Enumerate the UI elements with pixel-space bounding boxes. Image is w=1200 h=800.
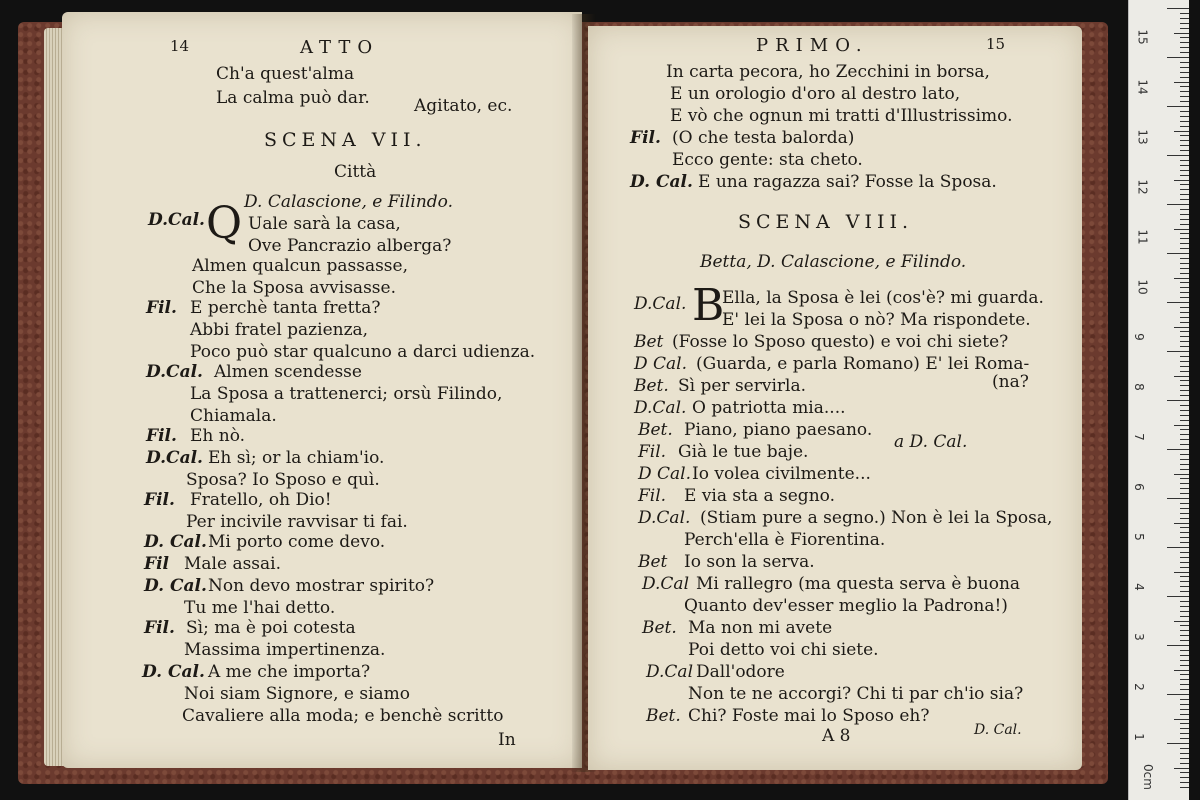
ruler-tick <box>1180 733 1189 734</box>
measuring-ruler <box>1128 0 1189 800</box>
ruler-tick <box>1180 101 1189 102</box>
ruler-tick <box>1180 390 1189 391</box>
ruler-tick <box>1180 738 1189 739</box>
ruler-tick <box>1180 140 1189 141</box>
ruler-tick <box>1180 552 1189 553</box>
speaker: Fil. <box>144 618 175 638</box>
ruler-tick <box>1180 52 1189 53</box>
ruler-tick <box>1180 601 1189 602</box>
scene-characters: Betta, D. Calascione, e Filindo. <box>700 252 967 272</box>
ruler-number: 3 <box>1131 633 1146 641</box>
ruler-tick <box>1180 753 1189 754</box>
dialogue-line: (O che testa balorda) <box>672 128 855 148</box>
ruler-tick <box>1180 150 1189 151</box>
ruler-tick <box>1180 503 1189 504</box>
ruler-tick <box>1180 72 1189 73</box>
dialogue-line: Mi porto come devo. <box>208 532 386 552</box>
ruler-tick <box>1180 346 1189 347</box>
dialogue-line: Tu me l'hai detto. <box>184 598 336 618</box>
ruler-tick <box>1167 596 1189 597</box>
ruler-number: 10 <box>1135 279 1150 295</box>
ruler-tick <box>1180 331 1189 332</box>
dialogue-line: Cavaliere alla moda; e benchè scritto <box>182 706 504 726</box>
ruler-tick <box>1167 694 1189 695</box>
ruler-tick <box>1180 62 1189 63</box>
speaker: D Cal. <box>638 464 692 484</box>
ruler-number: 2 <box>1131 683 1146 691</box>
ruler-tick <box>1180 616 1189 617</box>
speaker: Bet <box>634 332 664 352</box>
page-number: 14 <box>170 37 190 55</box>
ruler-tick <box>1180 160 1189 161</box>
dialogue-line: Noi siam Signore, e siamo <box>184 684 411 704</box>
ruler-tick <box>1167 106 1189 107</box>
drop-cap: Q <box>206 198 243 249</box>
dialogue-line: Massima impertinenza. <box>184 640 386 660</box>
dialogue-line: Non te ne accorgi? Chi ti par ch'io sia? <box>688 684 1024 704</box>
ruler-tick <box>1180 282 1189 283</box>
speaker: Bet. <box>634 376 669 396</box>
ruler-tick <box>1180 518 1189 519</box>
ruler-tick <box>1180 322 1189 323</box>
ruler-tick <box>1180 233 1189 234</box>
ruler-tick <box>1180 459 1189 460</box>
dialogue-line: (Fosse lo Sposo questo) e voi chi siete? <box>672 332 1009 352</box>
ruler-tick <box>1180 184 1189 185</box>
ruler-tick <box>1180 611 1189 612</box>
ruler-tick <box>1180 67 1189 68</box>
ruler-tick <box>1180 699 1189 700</box>
text-line: In carta pecora, ho Zecchini in borsa, <box>666 62 990 82</box>
dialogue-line: E perchè tanta fretta? <box>190 298 381 318</box>
ruler-tick <box>1180 214 1189 215</box>
left-page <box>62 12 582 768</box>
ruler-tick <box>1180 650 1189 651</box>
ruler-tick <box>1174 474 1189 475</box>
dialogue-line: E una ragazza sai? Fosse la Sposa. <box>698 172 997 192</box>
ruler-tick <box>1180 297 1189 298</box>
catchword: In <box>498 730 516 750</box>
ruler-number: 12 <box>1135 179 1150 195</box>
ruler-tick <box>1180 356 1189 357</box>
ruler-tick <box>1174 33 1189 34</box>
ruler-tick <box>1174 229 1189 230</box>
ruler-tick <box>1180 47 1189 48</box>
ruler-tick <box>1180 606 1189 607</box>
ruler-tick <box>1180 478 1189 479</box>
ruler-tick <box>1180 292 1189 293</box>
dialogue-line: Almen scendesse <box>214 362 362 382</box>
text-line: Agitato, ec. <box>414 96 513 116</box>
ruler-tick <box>1180 248 1189 249</box>
ruler-number: 11 <box>1135 229 1150 245</box>
dialogue-line: (Guarda, e parla Romano) E' lei Roma- <box>696 354 1030 374</box>
ruler-tick <box>1180 243 1189 244</box>
ruler-tick <box>1174 278 1189 279</box>
ruler-tick <box>1180 13 1189 14</box>
ruler-tick <box>1180 165 1189 166</box>
dialogue-line: Almen qualcun passasse, <box>192 256 408 276</box>
dialogue-line: (na? <box>992 372 1029 392</box>
speaker: D.Cal. <box>146 448 203 468</box>
speaker: Bet <box>638 552 668 572</box>
speaker: Bet. <box>638 420 673 440</box>
ruler-tick <box>1180 380 1189 381</box>
ruler-tick <box>1167 498 1189 499</box>
ruler-tick <box>1180 194 1189 195</box>
dialogue-line: Chi? Foste mai lo Sposo eh? <box>688 706 930 726</box>
ruler-tick <box>1180 415 1189 416</box>
dialogue-line: A me che importa? <box>208 662 371 682</box>
ruler-tick <box>1174 523 1189 524</box>
speaker: D.Cal. <box>148 210 205 230</box>
ruler-tick <box>1180 787 1189 788</box>
dialogue-line: Chiamala. <box>190 406 277 426</box>
ruler-tick <box>1180 562 1189 563</box>
dialogue-line: Fratello, oh Dio! <box>190 490 332 510</box>
ruler-tick <box>1167 351 1189 352</box>
ruler-tick <box>1180 145 1189 146</box>
dialogue-line: Eh nò. <box>190 426 246 446</box>
ruler-number: 0cm <box>1140 764 1155 790</box>
ruler-tick <box>1174 621 1189 622</box>
speaker: D.Cal. <box>634 398 687 418</box>
ruler-number: 1 <box>1131 733 1146 741</box>
ruler-tick <box>1180 660 1189 661</box>
ruler-tick <box>1180 170 1189 171</box>
ruler-tick <box>1180 77 1189 78</box>
scene-title: SCENA VII. <box>264 129 427 151</box>
speaker: Fil. <box>146 426 177 446</box>
text-line: Ch'a quest'alma <box>216 64 355 84</box>
speaker: D.Cal. <box>146 362 203 382</box>
ruler-tick <box>1180 772 1189 773</box>
ruler-tick <box>1180 444 1189 445</box>
dialogue-line: Abbi fratel pazienza, <box>190 320 369 340</box>
ruler-tick <box>1180 493 1189 494</box>
scene-location: Città <box>334 162 377 182</box>
ruler-number: 6 <box>1131 483 1146 491</box>
ruler-tick <box>1167 253 1189 254</box>
dialogue-line: Perch'ella è Fiorentina. <box>684 530 886 550</box>
dialogue-line: Mi rallegro (ma questa serva è buona <box>696 574 1021 594</box>
ruler-tick <box>1180 684 1189 685</box>
speaker: D.Cal <box>646 662 694 682</box>
ruler-tick <box>1174 327 1189 328</box>
ruler-tick <box>1180 268 1189 269</box>
ruler-tick <box>1180 513 1189 514</box>
dialogue-line: (Stiam pure a segno.) Non è lei la Sposa, <box>700 508 1053 528</box>
ruler-tick <box>1174 180 1189 181</box>
dialogue-line: Ma non mi avete <box>688 618 833 638</box>
ruler-tick <box>1180 689 1189 690</box>
ruler-tick <box>1180 366 1189 367</box>
dialogue-line: Non devo mostrar spirito? <box>208 576 435 596</box>
dialogue-line: Già le tue baje. <box>678 442 809 462</box>
dialogue-line: Eh sì; or la chiam'io. <box>208 448 385 468</box>
dialogue-line: E via sta a segno. <box>684 486 835 506</box>
stage-direction: a D. Cal. <box>894 432 968 452</box>
ruler-tick <box>1167 400 1189 401</box>
speaker: D. Cal. <box>630 172 693 192</box>
speaker: Fil. <box>630 128 661 148</box>
dialogue-line: Sì; ma è poi cotesta <box>186 618 356 638</box>
ruler-tick <box>1180 665 1189 666</box>
ruler-tick <box>1180 464 1189 465</box>
ruler-tick <box>1167 302 1189 303</box>
ruler-tick <box>1180 704 1189 705</box>
ruler-tick <box>1180 557 1189 558</box>
ruler-tick <box>1180 567 1189 568</box>
ruler-tick <box>1180 135 1189 136</box>
ruler-tick <box>1167 204 1189 205</box>
ruler-tick <box>1167 743 1189 744</box>
text-line: E vò che ognun mi tratti d'Illustrissimo. <box>670 106 1013 126</box>
ruler-tick <box>1180 640 1189 641</box>
dialogue-line: Io volea civilmente... <box>692 464 871 484</box>
ruler-number: 14 <box>1135 79 1150 95</box>
speaker: Fil. <box>144 490 175 510</box>
ruler-tick <box>1180 434 1189 435</box>
ruler-number: 7 <box>1131 433 1146 441</box>
scene-title: SCENA VIII. <box>738 211 914 233</box>
ruler-tick <box>1180 175 1189 176</box>
ruler-tick <box>1180 189 1189 190</box>
ruler-tick <box>1180 635 1189 636</box>
ruler-tick <box>1180 576 1189 577</box>
dialogue-line: O patriotta mia.... <box>692 398 846 418</box>
ruler-tick <box>1180 395 1189 396</box>
ruler-tick <box>1180 630 1189 631</box>
ruler-tick <box>1180 591 1189 592</box>
ruler-tick <box>1180 488 1189 489</box>
ruler-tick <box>1180 532 1189 533</box>
speaker: D. Cal. <box>144 576 207 596</box>
ruler-tick <box>1180 674 1189 675</box>
ruler-tick <box>1180 429 1189 430</box>
ruler-tick <box>1180 307 1189 308</box>
ruler-tick <box>1180 96 1189 97</box>
ruler-tick <box>1180 238 1189 239</box>
speaker: Bet. <box>642 618 677 638</box>
ruler-number: 4 <box>1131 583 1146 591</box>
speaker: Fil <box>144 554 169 574</box>
ruler-tick <box>1180 586 1189 587</box>
signature-mark: A 8 <box>822 726 851 746</box>
ruler-tick <box>1180 199 1189 200</box>
ruler-tick <box>1174 768 1189 769</box>
dialogue-line: Male assai. <box>184 554 282 574</box>
ruler-tick <box>1180 410 1189 411</box>
ruler-tick <box>1180 655 1189 656</box>
dialogue-line: Piano, piano paesano. <box>684 420 873 440</box>
ruler-tick <box>1180 341 1189 342</box>
ruler-tick <box>1180 336 1189 337</box>
ruler-tick <box>1180 126 1189 127</box>
ruler-number: 13 <box>1135 129 1150 145</box>
scene-characters: D. Calascione, e Filindo. <box>244 192 454 212</box>
ruler-tick <box>1180 224 1189 225</box>
ruler-tick <box>1180 542 1189 543</box>
speaker: Bet. <box>646 706 681 726</box>
ruler-tick <box>1167 449 1189 450</box>
catchword: D. Cal. <box>974 722 1022 738</box>
ruler-number: 15 <box>1135 29 1150 45</box>
ruler-tick <box>1180 385 1189 386</box>
ruler-number: 8 <box>1131 383 1146 391</box>
ruler-tick <box>1180 116 1189 117</box>
ruler-tick <box>1180 317 1189 318</box>
ruler-tick <box>1180 483 1189 484</box>
ruler-tick <box>1167 645 1189 646</box>
dialogue-line: Ecco gente: sta cheto. <box>672 150 863 170</box>
dialogue-line: Uale sarà la casa, <box>248 214 401 234</box>
ruler-tick <box>1167 8 1189 9</box>
ruler-tick <box>1180 777 1189 778</box>
speaker: D.Cal <box>642 574 690 594</box>
ruler-tick <box>1180 581 1189 582</box>
text-line: La calma può dar. <box>216 88 370 108</box>
dialogue-line: La Sposa a trattenerci; orsù Filindo, <box>190 384 503 404</box>
text-line: E un orologio d'oro al destro lato, <box>670 84 961 104</box>
ruler-tick <box>1180 121 1189 122</box>
ruler-tick <box>1174 719 1189 720</box>
ruler-tick <box>1174 572 1189 573</box>
speaker: D Cal. <box>634 354 688 374</box>
speaker: Fil. <box>146 298 177 318</box>
dialogue-line: Per incivile ravvisar ti fai. <box>186 512 408 532</box>
ruler-tick <box>1180 371 1189 372</box>
ruler-tick <box>1174 670 1189 671</box>
running-head: PRIMO. <box>756 35 869 56</box>
ruler-tick <box>1180 287 1189 288</box>
speaker: D. Cal. <box>142 662 205 682</box>
ruler-tick <box>1180 723 1189 724</box>
ruler-tick <box>1180 439 1189 440</box>
ruler-tick <box>1180 361 1189 362</box>
speaker: Fil. <box>638 486 667 506</box>
ruler-tick <box>1180 42 1189 43</box>
ruler-tick <box>1180 28 1189 29</box>
dialogue-line: Quanto dev'esser meglio la Padrona!) <box>684 596 1008 616</box>
ruler-tick <box>1174 82 1189 83</box>
dialogue-line: Poco può star qualcuno a darci udienza. <box>190 342 536 362</box>
ruler-tick <box>1180 748 1189 749</box>
ruler-tick <box>1180 91 1189 92</box>
ruler-tick <box>1180 219 1189 220</box>
right-page <box>588 26 1082 770</box>
speaker: Fil. <box>638 442 667 462</box>
ruler-tick <box>1174 425 1189 426</box>
ruler-tick <box>1180 18 1189 19</box>
ruler-tick <box>1180 527 1189 528</box>
speaker: D.Cal. <box>638 508 691 528</box>
ruler-tick <box>1180 258 1189 259</box>
drop-cap: B <box>692 280 725 331</box>
ruler-tick <box>1174 131 1189 132</box>
ruler-tick <box>1180 405 1189 406</box>
ruler-tick <box>1180 209 1189 210</box>
ruler-tick <box>1180 454 1189 455</box>
ruler-tick <box>1180 763 1189 764</box>
ruler-tick <box>1180 508 1189 509</box>
ruler-tick <box>1180 37 1189 38</box>
ruler-tick <box>1180 758 1189 759</box>
ruler-tick <box>1174 376 1189 377</box>
dialogue-line: Io son la serva. <box>684 552 815 572</box>
ruler-number: 5 <box>1131 533 1146 541</box>
ruler-tick <box>1180 420 1189 421</box>
dialogue-line: Sì per servirla. <box>678 376 807 396</box>
ruler-tick <box>1180 537 1189 538</box>
ruler-tick <box>1180 111 1189 112</box>
ruler-tick <box>1167 57 1189 58</box>
ruler-tick <box>1180 263 1189 264</box>
ruler-tick <box>1180 86 1189 87</box>
dialogue-line: Ella, la Sposa è lei (cos'è? mi guarda. <box>722 288 1044 308</box>
ruler-tick <box>1180 679 1189 680</box>
dialogue-line: Ove Pancrazio alberga? <box>248 236 452 256</box>
dialogue-line: Sposa? Io Sposo e quì. <box>186 470 380 490</box>
ruler-tick <box>1180 312 1189 313</box>
speaker: D. Cal. <box>144 532 207 552</box>
dialogue-line: Dall'odore <box>696 662 785 682</box>
ruler-tick <box>1180 709 1189 710</box>
page-number: 15 <box>986 35 1006 53</box>
dialogue-line: E' lei la Sposa o nò? Ma rispondete. <box>722 310 1031 330</box>
running-head: ATTO <box>300 37 380 58</box>
speaker: D.Cal. <box>634 294 687 314</box>
ruler-tick <box>1180 782 1189 783</box>
dialogue-line: Che la Sposa avvisasse. <box>192 278 396 298</box>
ruler-tick <box>1180 273 1189 274</box>
ruler-tick <box>1167 547 1189 548</box>
ruler-tick <box>1180 23 1189 24</box>
ruler-tick <box>1167 155 1189 156</box>
ruler-tick <box>1180 714 1189 715</box>
ruler-tick <box>1180 625 1189 626</box>
ruler-tick <box>1180 469 1189 470</box>
dialogue-line: Poi detto voi chi siete. <box>688 640 879 660</box>
ruler-number: 9 <box>1131 333 1146 341</box>
ruler-tick <box>1180 728 1189 729</box>
